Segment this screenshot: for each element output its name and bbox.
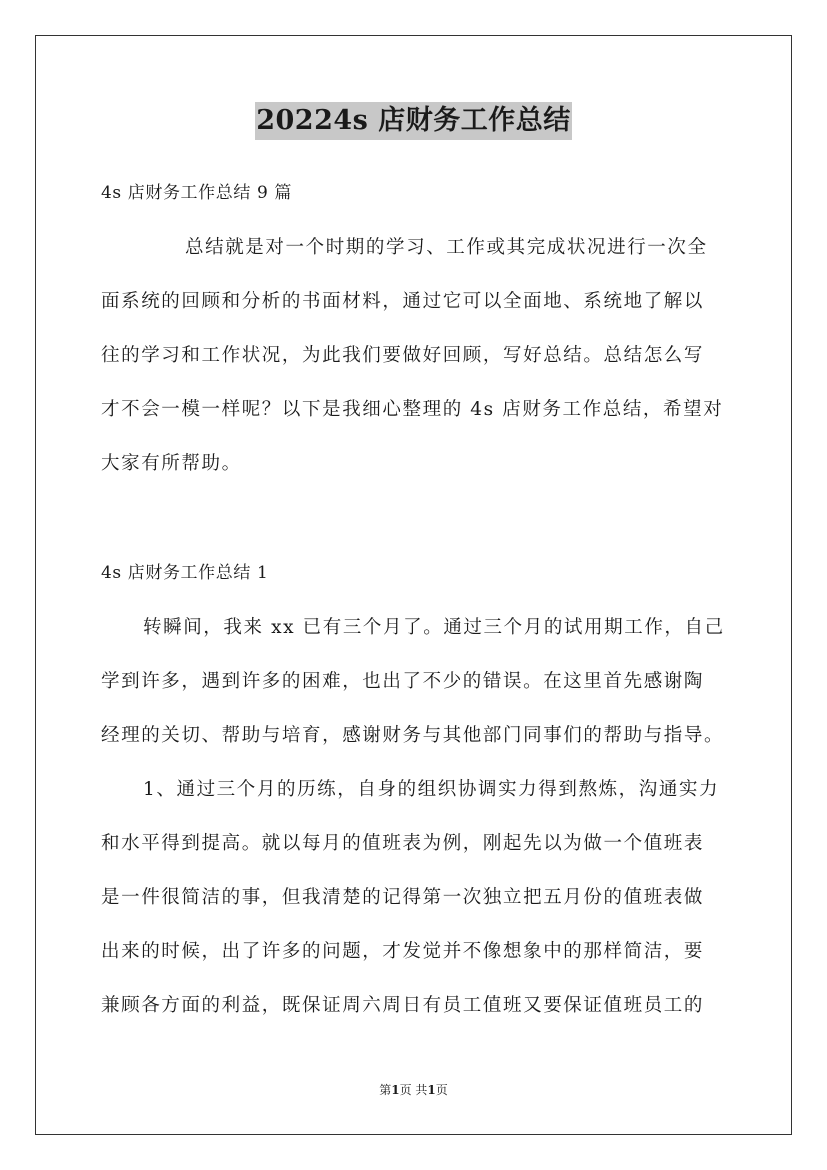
intro-line: 总结就是对一个时期的学习、工作或其完成状况进行一次全	[185, 237, 708, 258]
paragraph-line: 学到许多，遇到许多的困难，也出了不少的错误。在这里首先感谢陶	[101, 671, 705, 692]
section-heading: 4s 店财务工作总结 1	[101, 563, 269, 583]
document-title: 20224s 店财务工作总结	[255, 102, 572, 140]
page-number: 1	[391, 1083, 400, 1097]
page-label-prefix: 第	[379, 1083, 392, 1097]
title-container	[0, 102, 827, 140]
paragraph-line: 是一件很简洁的事，但我清楚的记得第一次独立把五月份的值班表做	[101, 887, 705, 908]
page-footer	[0, 1082, 827, 1098]
page-label-suffix: 页	[435, 1083, 448, 1097]
page-label-mid: 页 共	[399, 1083, 428, 1097]
paragraph-line: 兼顾各方面的利益，既保证周六周日有员工值班又要保证值班员工的	[101, 995, 705, 1016]
paragraph-line: 出来的时候，出了许多的问题，才发觉并不像想象中的那样简洁，要	[101, 941, 705, 962]
page-total: 1	[427, 1083, 436, 1097]
paragraph-line: 和水平得到提高。就以每月的值班表为例，刚起先以为做一个值班表	[101, 833, 705, 854]
paragraph-line: 1、通过三个月的历练，自身的组织协调实力得到熬炼，沟通实力	[143, 779, 720, 800]
intro-line: 才不会一模一样呢？以下是我细心整理的 4s 店财务工作总结，希望对	[101, 399, 724, 420]
paragraph-line: 转瞬间，我来 xx 已有三个月了。通过三个月的试用期工作，自己	[143, 617, 725, 638]
intro-line: 往的学习和工作状况，为此我们要做好回顾，写好总结。总结怎么写	[101, 345, 705, 366]
intro-line: 大家有所帮助。	[101, 453, 242, 474]
intro-line: 面系统的回顾和分析的书面材料，通过它可以全面地、系统地了解以	[101, 291, 705, 312]
paragraph-line: 经理的关切、帮助与培育，感谢财务与其他部门同事们的帮助与指导。	[101, 725, 725, 746]
document-subtitle: 4s 店财务工作总结 9 篇	[101, 183, 292, 203]
